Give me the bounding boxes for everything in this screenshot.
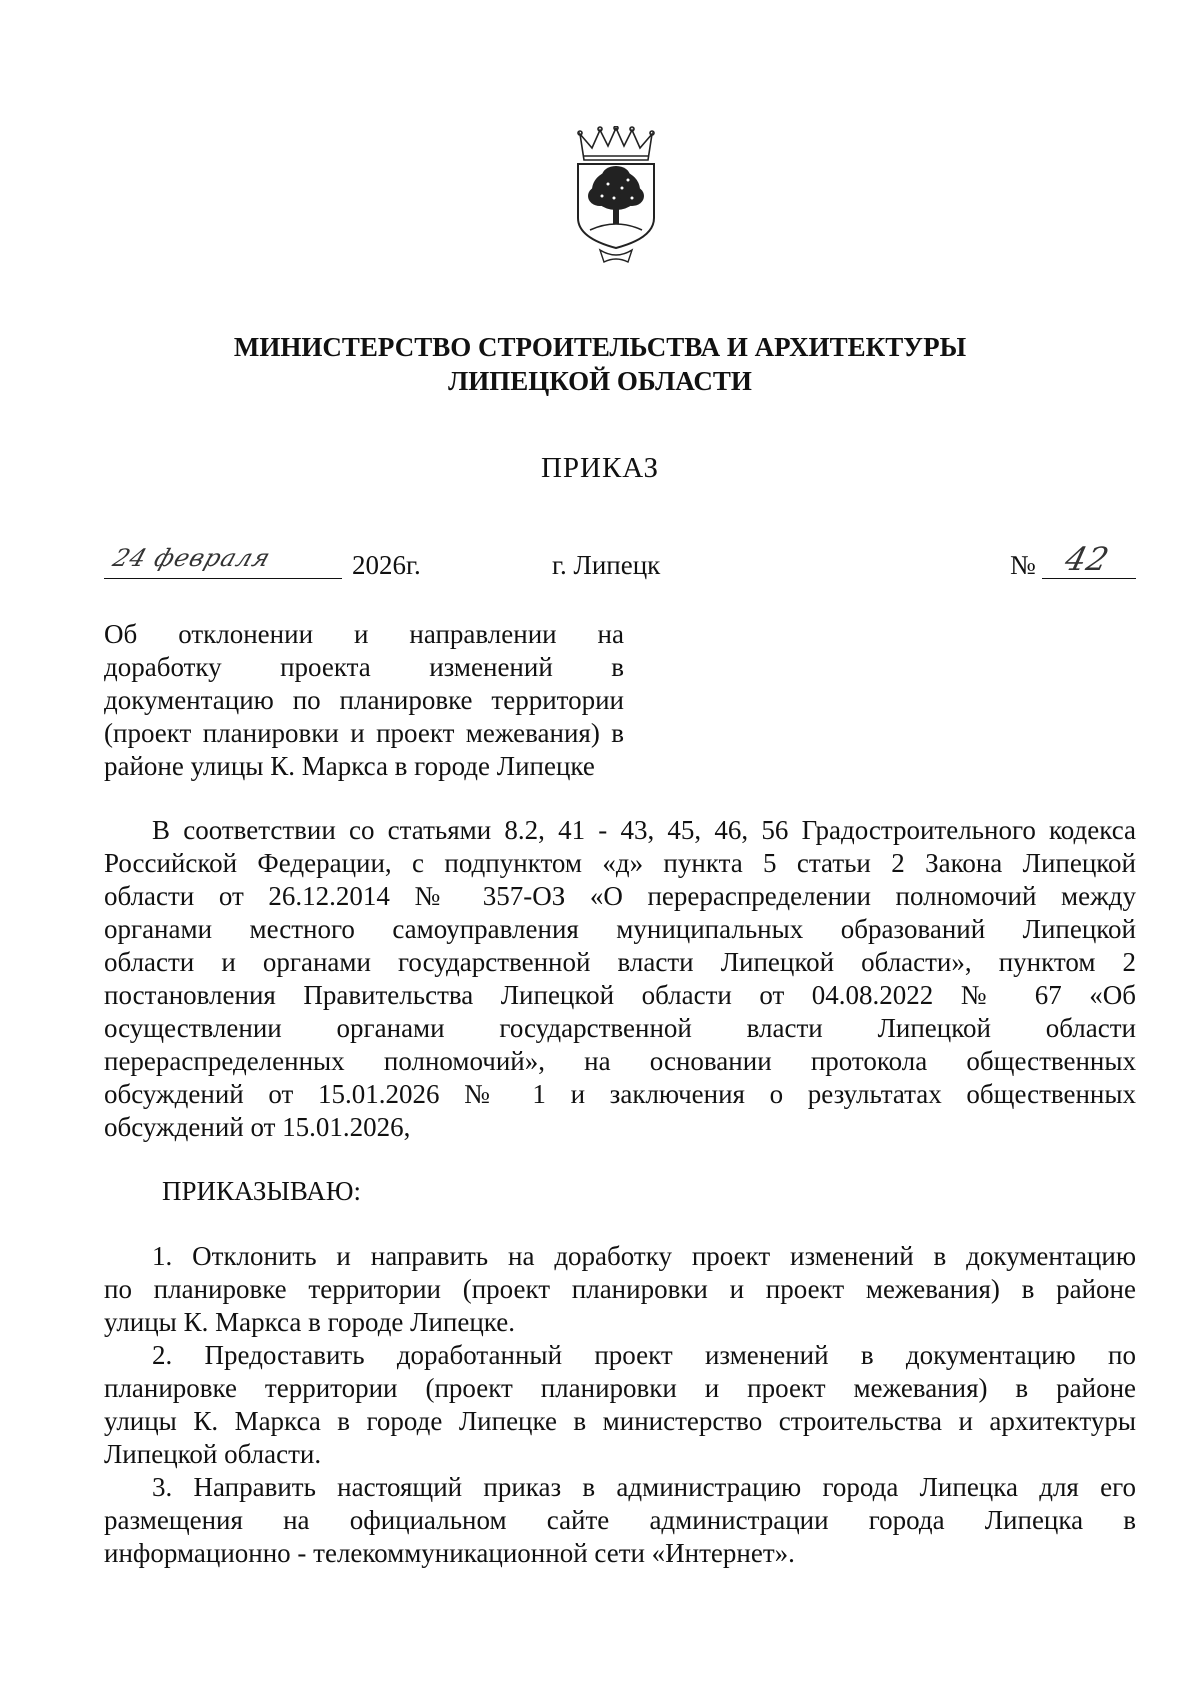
item-line: информационно - телекоммуникационной сети «Интернет».: [104, 1538, 795, 1568]
number-underline: [1042, 578, 1136, 579]
order-items: [104, 1240, 1136, 1570]
document-type-title: ПРИКАЗ: [540, 452, 660, 484]
preamble-line: В соответствии со статьями 8.2, 41 - 43, 45, 46, 56 Градостроительного кодекса: [152, 815, 1136, 845]
subject-line: Об отклонении и направлении на: [104, 619, 624, 649]
preamble-line: Российской Федерации, с подпунктом «д» пункта 5 статьи 2 Закона Липецкой: [104, 848, 1136, 878]
order-item-2: [104, 1339, 1136, 1471]
preamble-line: обсуждений от 15.01.2026,: [104, 1112, 411, 1142]
subject-line: районе улицы К. Маркса в городе Липецке: [104, 751, 595, 781]
item-line: улицы К. Маркса в городе Липецке в министерство строительства и архитектуры: [104, 1406, 1136, 1436]
subject-line: доработку проекта изменений в: [104, 652, 624, 682]
coat-of-arms-emblem: [570, 126, 662, 266]
item-line: размещения на официальном сайте администрации города Липецка в: [104, 1505, 1136, 1535]
handwritten-number: 42: [1061, 540, 1114, 578]
preamble-line: постановления Правительства Липецкой области от 04.08.2022 № 67 «Об: [104, 980, 1136, 1010]
year: 2026г.: [352, 550, 421, 580]
preamble-line: органами местного самоуправления муниципальных образований Липецкой: [104, 914, 1136, 944]
date-underline: [104, 578, 342, 579]
item-line: по планировке территории (проект планировки и проект межевания) в районе: [104, 1274, 1136, 1304]
item-line: улицы К. Маркса в городе Липецке.: [104, 1307, 515, 1337]
preamble-line: области от 26.12.2014 № 357-ОЗ «О перераспределении полномочий между: [104, 881, 1136, 911]
preamble: [104, 814, 1136, 1144]
preamble-line: обсуждений от 15.01.2026 № 1 и заключения о результатах общественных: [104, 1079, 1136, 1109]
city: г. Липецк: [552, 550, 661, 580]
item-line: 1. Отклонить и направить на доработку проект изменений в документацию: [152, 1241, 1136, 1271]
number-label: №: [1010, 550, 1036, 580]
order-item-1: [104, 1240, 1136, 1339]
item-line: планировке территории (проект планировки и проект межевания) в районе: [104, 1373, 1136, 1403]
item-line: 2. Предоставить доработанный проект изменений в документацию по: [152, 1340, 1136, 1370]
subject-line: (проект планировки и проект межевания) в: [104, 718, 624, 748]
date-city-number-row: [104, 540, 1136, 590]
subject-line: документацию по планировке территории: [104, 685, 624, 715]
item-line: Липецкой области.: [104, 1439, 322, 1469]
orders-word: ПРИКАЗЫВАЮ:: [162, 1176, 361, 1206]
order-item-3: [104, 1471, 1136, 1570]
preamble-paragraph: [104, 814, 1136, 1144]
ministry-name-line-2: ЛИПЕЦКОЙ ОБЛАСТИ: [448, 366, 752, 396]
preamble-line: перераспределенных полномочий», на основании протокола общественных: [104, 1046, 1136, 1076]
preamble-line: области и органами государственной власти Липецкой области», пунктом 2: [104, 947, 1136, 977]
handwritten-date: 24 февраля: [109, 544, 275, 572]
item-line: 3. Направить настоящий приказ в администрацию города Липецка для его: [152, 1472, 1136, 1502]
order-subject: [104, 618, 624, 783]
preamble-line: осуществлении органами государственной власти Липецкой области: [104, 1013, 1136, 1043]
ministry-name-line-1: МИНИСТЕРСТВО СТРОИТЕЛЬСТВА И АРХИТЕКТУРЫ: [233, 332, 967, 362]
